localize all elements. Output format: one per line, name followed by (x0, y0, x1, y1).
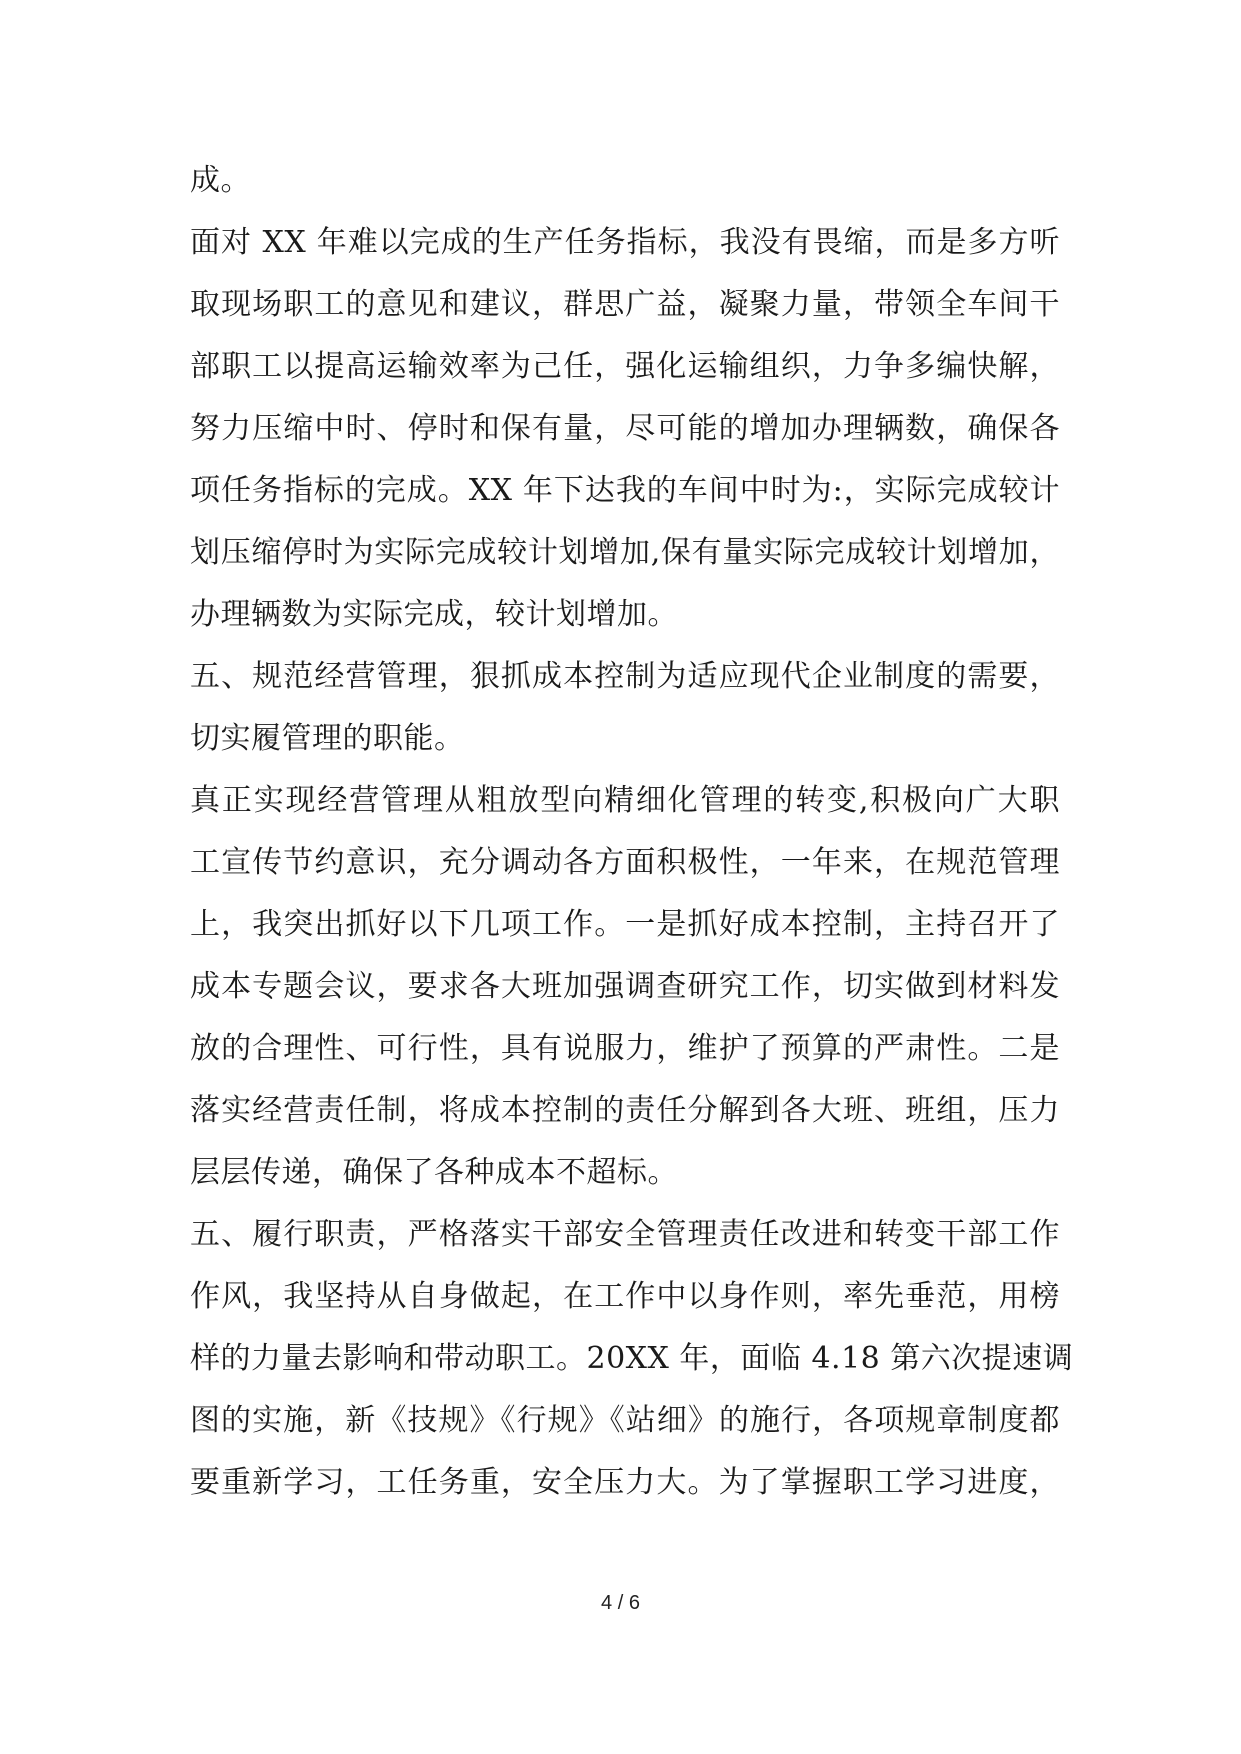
text-line: 项任务指标的完成。XX 年下达我的车间中时为:，实际完成较计 (190, 473, 1060, 508)
text-line: 成本专题会议，要求各大班加强调查研究工作，切实做到材料发 (190, 969, 1060, 1004)
text-line: 样的力量去影响和带动职工。20XX 年，面临 4.18 第六次提速调 (190, 1341, 1074, 1376)
text-line: 五、规范经营管理，狠抓成本控制为适应现代企业制度的需要， (190, 659, 1060, 694)
text-line: 成。 (190, 163, 251, 198)
text-line: 工宣传节约意识，充分调动各方面积极性，一年来，在规范管理 (190, 845, 1060, 880)
text-line: 作风，我坚持从自身做起，在工作中以身作则，率先垂范，用榜 (190, 1279, 1060, 1314)
text-line: 取现场职工的意见和建议，群思广益，凝聚力量，带领全车间干 (190, 287, 1060, 322)
text-line: 要重新学习，工任务重，安全压力大。为了掌握职工学习进度， (190, 1465, 1060, 1500)
text-line: 放的合理性、可行性，具有说服力，维护了预算的严肃性。二是 (190, 1031, 1060, 1066)
text-line: 层层传递，确保了各种成本不超标。 (190, 1155, 678, 1190)
text-line: 落实经营责任制，将成本控制的责任分解到各大班、班组，压力 (190, 1093, 1060, 1128)
page-number: 4 / 6 (601, 1592, 640, 1614)
text-line: 五、履行职责，严格落实干部安全管理责任改进和转变干部工作 (190, 1217, 1060, 1252)
text-line: 努力压缩中时、停时和保有量，尽可能的增加办理辆数，确保各 (190, 411, 1060, 446)
document-body (190, 150, 1074, 1514)
text-line: 上，我突出抓好以下几项工作。一是抓好成本控制，主持召开了 (190, 907, 1060, 942)
text-line: 真正实现经营管理从粗放型向精细化管理的转变,积极向广大职 (190, 783, 1060, 818)
text-line: 办理辆数为实际完成，较计划增加。 (190, 597, 678, 632)
text-line: 面对 XX 年难以完成的生产任务指标，我没有畏缩，而是多方听 (190, 225, 1060, 260)
text-line: 切实履管理的职能。 (190, 721, 465, 756)
text-line: 图的实施，新《技规》《行规》《站细》的施行，各项规章制度都 (190, 1403, 1060, 1438)
text-line: 划压缩停时为实际完成较计划增加,保有量实际完成较计划增加， (190, 535, 1060, 570)
text-line: 部职工以提高运输效率为己任，强化运输组织，力争多编快解， (190, 349, 1060, 384)
